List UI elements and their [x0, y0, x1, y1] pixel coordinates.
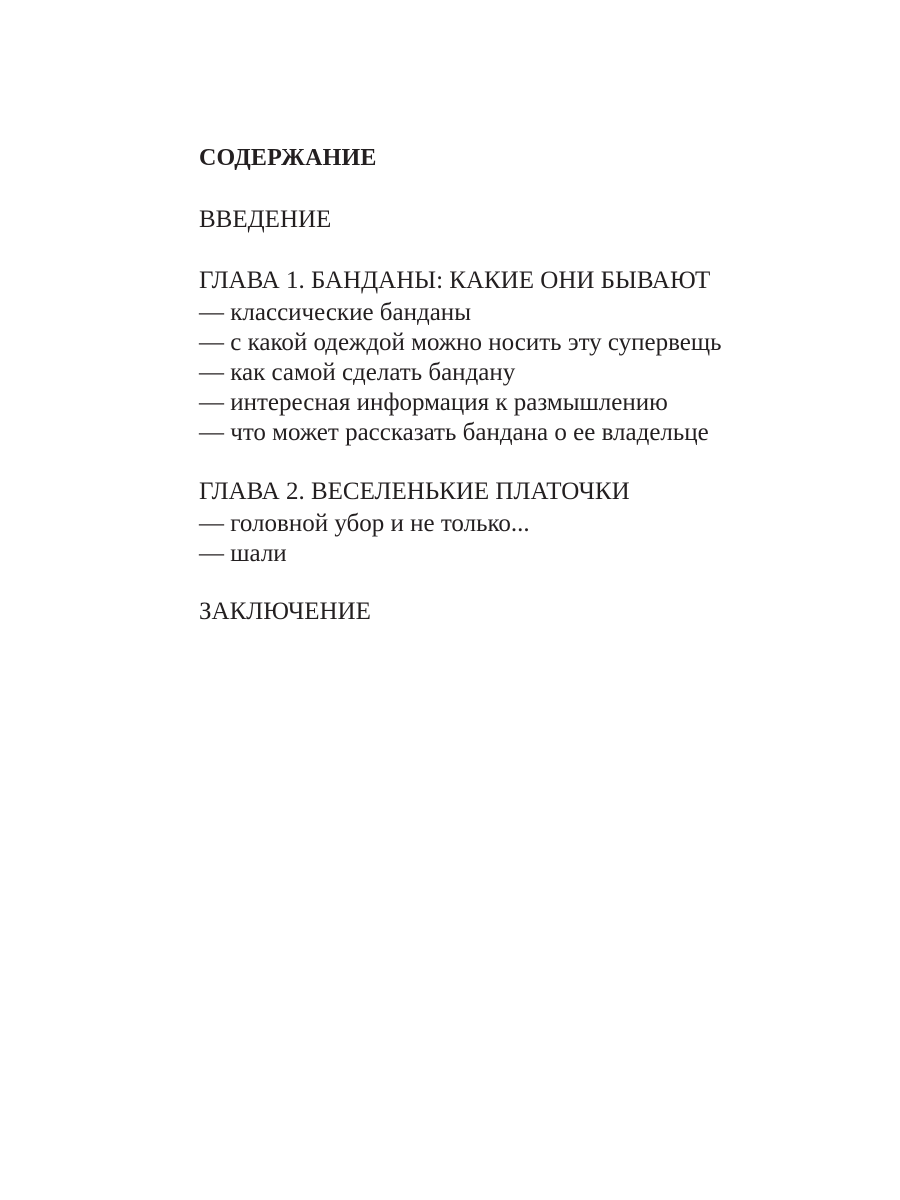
subsection-item: — с какой одеждой можно носить эту супервещь [199, 329, 722, 356]
table-of-contents [199, 141, 839, 629]
toc-chapter-2 [199, 475, 839, 569]
subsection-item: — головной убор и не только... [199, 510, 530, 537]
subsection-item: — классические банданы [199, 299, 471, 326]
toc-entry-introduction: ВВЕДЕНИЕ [199, 206, 332, 233]
toc-title: СОДЕРЖАНИЕ [199, 145, 377, 171]
chapter-subsections [199, 298, 839, 448]
subsection-item: — что может рассказать бандана о ее владельце [199, 419, 709, 446]
toc-entry-conclusion: ЗАКЛЮЧЕНИЕ [199, 598, 371, 625]
toc-chapter-1 [199, 264, 839, 448]
chapter-subsections [199, 509, 839, 569]
chapter-heading: ГЛАВА 2. ВЕСЕЛЕНЬКИЕ ПЛАТОЧКИ [199, 478, 630, 505]
subsection-item: — как самой сделать бандану [199, 359, 516, 386]
chapter-heading: ГЛАВА 1. БАНДАНЫ: КАКИЕ ОНИ БЫВАЮТ [199, 267, 711, 294]
subsection-item: — интересная информация к размышлению [199, 389, 668, 416]
subsection-item: — шали [199, 540, 287, 567]
